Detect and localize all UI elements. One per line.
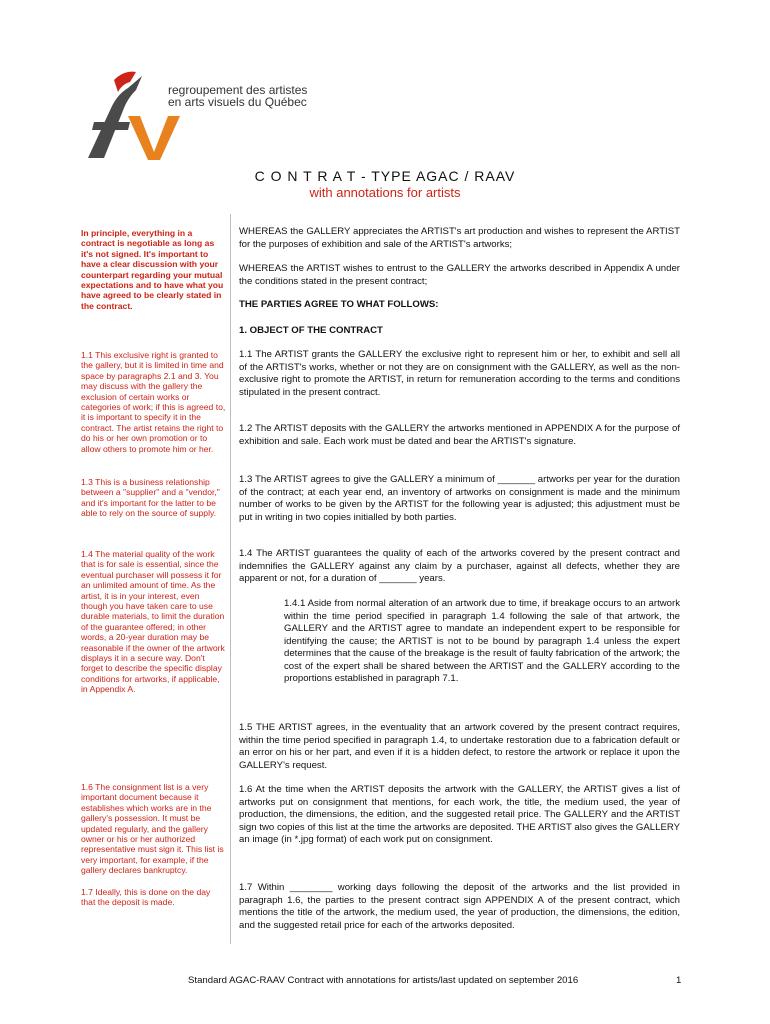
section-1-heading: 1. OBJECT OF THE CONTRACT — [239, 325, 383, 336]
organization-name — [168, 84, 307, 108]
paragraph-1-5: 1.5 THE ARTIST agrees, in the eventuality that an artwork covered by the present contract requires, within the time period specified in paragraph 1.4, to undertake restoration due to a fabrication default or an error on his or her part, and even if it is a hidden defect, to restore the artwork or replace it upon the GALLERY's request. — [239, 722, 680, 771]
whereas-2: WHEREAS the ARTIST wishes to entrust to the GALLERY the artworks described in Appendix A under the conditions stated in the present contract; — [239, 263, 680, 287]
paragraph-1-7: 1.7 Within ________ working days following the deposit of the artworks and the list provided in paragraph 1.6, the parties to the present contract sign APPENDIX A of the present contract, which mentions the title of the artwork, the medium used, the year of production, the dimensions, the edition, and the suggested retail price for each of the artworks deposited. — [239, 882, 680, 931]
note-1-1: 1.1 This exclusive right is granted to the gallery, but it is limited in time and space by paragraphs 2.1 and 3. You may discuss with the gallery the exclusion of certain works or categories of work; if this is agreed to, it is important to specify it in the contract. The artist retains the right to do his or her own promotion or to allow others to promote him or her. — [81, 350, 226, 454]
page-number: 1 — [676, 975, 682, 986]
contract-title: C O N T R A T - TYPE AGAC / RAAV — [254, 168, 516, 184]
whereas-1: WHEREAS the GALLERY appreciates the ARTIST's art production and wishes to represent the ARTIST for the purposes of exhibition and sale of the ARTIST's artworks; — [239, 226, 680, 250]
contract-subtitle: with annotations for artists — [309, 185, 461, 200]
note-1-7: 1.7 Ideally, this is done on the day that the deposit is made. — [81, 887, 211, 908]
paragraph-1-6: 1.6 At the time when the ARTIST deposits the artwork with the GALLERY, the ARTIST gives a list of artworks put on consignment that mentions, for each work, the title, the medium used, the year of production, the dimensions, the edition, and the suggested retail price. The GALLERY and the ARTIST sign two copies of this list at the time the artworks are deposited. THE ARTIST also gives the GALLERY an image (in *.jpg format) of each work put on consignment. — [239, 784, 680, 845]
note-1-6: 1.6 The consignment list is a very important document because it establishes which works are in the gallery's possession. It must be updated regularly, and the gallery owner or his or her authorized representative must sign it. This list is very important, for example, if the gallery declares bankruptcy. — [81, 782, 224, 876]
org-line-2: en arts visuels du Québec — [168, 95, 307, 109]
footer-text: Standard AGAC-RAAV Contract with annotations for artists/last updated on september 2016 — [188, 975, 579, 986]
paragraph-1-2: 1.2 The ARTIST deposits with the GALLERY the artworks mentioned in APPENDIX A for the purpose of exhibition and sale. Each work must be dated and bear the ARTIST's signature. — [239, 423, 680, 447]
column-divider — [230, 214, 231, 944]
note-intro: In principle, everything in a contract is negotiable as long as it's not signed. It's important to have a clear discussion with your counterpart regarding your mutual expectations and to have what you have agreed to be clearly stated in the contract. — [81, 228, 224, 311]
paragraph-1-3: 1.3 The ARTIST agrees to give the GALLERY a minimum of _______ artworks per year for the duration of the contract; at each year end, an inventory of artworks on consignment is made and the minimum number of works to be given by the ARTIST for the following year is adjusted; this adjustment must be put in writing in two copies initialled by both parties. — [239, 474, 680, 523]
parties-agree-heading: THE PARTIES AGREE TO WHAT FOLLOWS: — [239, 299, 439, 310]
org-line-1: regroupement des artistes — [168, 83, 308, 97]
note-1-4: 1.4 The material quality of the work that is for sale is essential, since the eventual purchaser will possess it for an unlimited amount of time. As the artist, it is in your interest, even though you have taken care to use durable materials, to limit the duration of the guarantee offered; in other words, a 20-year duration may be reasonable if the owner of the artwork displays it in a secure way. Don't forget to describe the specific display conditions for artworks, if applicable, in Appendix A. — [81, 549, 225, 695]
paragraph-1-4-1: 1.4.1 Aside from normal alteration of an artwork due to time, if breakage occurs to an artwork within the time period specified in paragraph 1.4 following the sale of that artwork, the GALLERY and the ARTIST agree to mandate an independent expert to be responsible for identifying the cause; the ARTIST is not to be bound by paragraph 1.4 unless the expert determines that the cause of the breakage is the result of faulty fabrication of the artwork; the cost of the expert shall be shared between the ARTIST and the GALLERY according to the proportions established in paragraph 7.1. — [284, 598, 680, 684]
raav-logo — [84, 66, 194, 162]
paragraph-1-4: 1.4 The ARTIST guarantees the quality of each of the artworks covered by the present contract and indemnifies the GALLERY against any claim by a purchaser, against all defects, whether they are apparent or not, for a duration of _______ years. — [239, 548, 680, 584]
note-1-3: 1.3 This is a business relationship between a "supplier" and a "vendor," and it's important for the latter to be able to rely on the source of supply. — [81, 477, 220, 519]
paragraph-1-1: 1.1 The ARTIST grants the GALLERY the exclusive right to represent him or her, to exhibit and sell all of the ARTIST's works, whether or not they are on consignment with the GALLERY, as well as the non-exclusive right to promote the ARTIST, in return for remuneration according to the terms and conditions stipulated in the present contract. — [239, 349, 680, 398]
